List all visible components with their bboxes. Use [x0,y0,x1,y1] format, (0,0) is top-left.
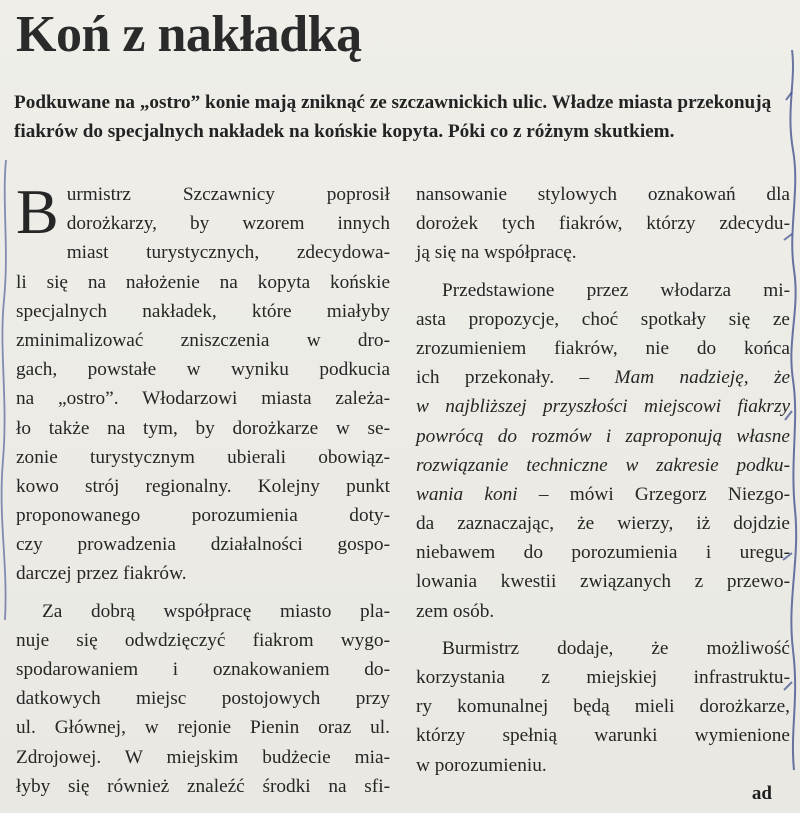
body-line [416,480,790,509]
body-line: w porozumieniu. [416,754,547,776]
body-line: korzystania z miejskiej infrastruktu- [416,667,790,688]
body-line: proponowanego porozumienia doty- [16,505,390,527]
body-line: nuje się odwdzięczyć fiakrom wygo- [16,629,390,651]
body-line: ul. Głównej, w rejonie Pienin oraz ul. [16,717,390,739]
body-line: specjalnych nakładek, które miałyby [16,300,390,322]
body-text: ich przekonały. – [416,367,590,389]
body-line: lowania kwestii związanych z przewo- [416,571,790,593]
body-line: na „ostro”. Włodarzowi miasta zależa- [16,388,390,410]
body-line: czy prowadzenia działalności gospo- [16,534,390,556]
quote-line: rozwiązanie techniczne w zakresie podku- [416,454,790,476]
quote-line: powrócą do rozmów i zaproponują własne [416,425,790,447]
body-line: asta propozycje, choć spotkały się ze [416,308,790,330]
body-line: urmistrz Szczawnicy poprosił [66,184,390,205]
pen-marks-left [0,160,12,620]
body-line: Za dobrą współpracę miasto pla- [42,600,390,622]
body-line: nansowanie stylowych oznakowań dla [416,184,790,205]
body-line: ry komunalnej będą mieli dorożkarze, [416,696,790,718]
left-column [16,176,390,801]
body-line: darczej przez fiakrów. [16,563,187,585]
body-line: ło także na tym, by dorożkarze w se- [16,417,390,439]
body-line: którzy spełnią warunki wymienione [416,725,790,747]
body-line: zem osób. [416,600,495,622]
right-column [416,180,790,780]
body-line: Burmistrz dodaje, że możliwość [442,637,790,659]
body-line: dorożkarzy, by wzorem innych [66,213,390,235]
body-line: li się na nałożenie na kopyta końskie [16,271,390,293]
body-line: da zaznaczając, że wierzy, iż dojdzie [416,513,790,535]
body-line: zrozumieniem fiakrów, nie do końca [416,337,790,359]
quote-text: wania koni [416,483,518,505]
body-line: kowo strój regionalny. Kolejny punkt [16,475,390,497]
pen-marks-right [778,40,800,780]
body-line: gach, powstałe w wyniku podkucia [16,359,390,381]
body-line: datkowych miejsc postojowych przy [16,688,390,710]
body-line [416,363,790,392]
body-line: dorożek tych fiakrów, którzy zdecydu- [416,213,790,235]
body-line: zonie turystycznym ubierali obowiąz- [16,446,390,468]
body-line: ją się na współpracę. [416,242,577,264]
body-line: łyby się również znaleźć środki na sfi- [16,775,390,797]
body-line: zminimalizować zniszczenia w dro- [16,329,390,351]
quote-text: Mam nadzieję, że [614,367,791,389]
article-lead: Podkuwane na „ostro” konie mają zniknąć ze szczawnickich ulic. Władze miasta przekonują fiakrów do specjalnych nakładek na końskie kopyta. Póki co z różnym skutkiem. [14,92,772,142]
article-title: Koń z nakładką [16,6,362,63]
body-line: miast turystycznych, zdecydowa- [66,242,390,264]
quote-line: w najbliższej przyszłości miejscowi fiakrzy [416,396,790,418]
body-line: spodarowaniem i oznakowaniem do- [16,659,390,680]
author-signature: ad [751,783,772,804]
drop-cap: B [16,176,59,247]
body-text: – mówi Grzegorz Niezgo- [538,483,791,505]
body-line: niebawem do porozumienia i uregu- [416,542,790,564]
body-line: Przedstawione przez włodarza mi- [442,279,790,301]
body-line: Zdrojowej. W miejskim budżecie mia- [16,746,390,768]
